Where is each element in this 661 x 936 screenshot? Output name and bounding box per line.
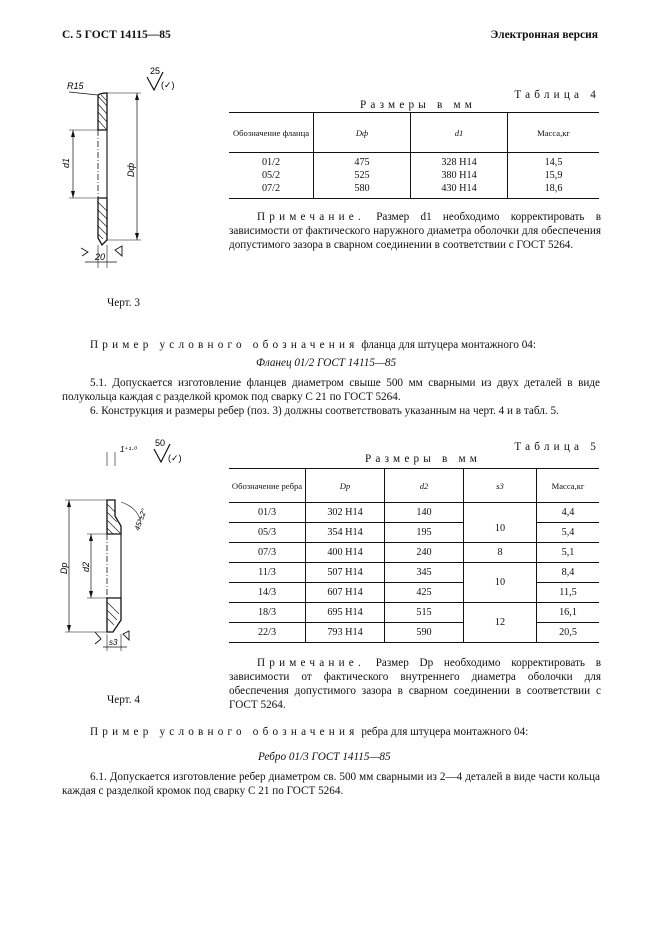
- tolerance-label: 1⁺¹·⁰: [120, 445, 138, 454]
- radius-label: R15: [67, 81, 84, 91]
- flange-section-top: [98, 93, 107, 130]
- table-cell: 4,4: [561, 507, 575, 518]
- table-row: [229, 583, 599, 603]
- table-cell: 15,9: [544, 170, 563, 181]
- example2-text: ребра для штуцера монтажного 04:: [361, 726, 529, 738]
- page-header-left: С. 5 ГОСТ 14115—85: [62, 29, 171, 41]
- table5-header-cell: Dp: [306, 469, 385, 503]
- paragraph-5-1: 5.1. Допускается изготовление фланцев диаметром свыше 500 мм сварными из двух деталей в виде полукольца каждая с разделкой кромок под сварку С 21 по ГОСТ 5264.: [62, 377, 600, 403]
- thickness-label: 20: [95, 252, 106, 262]
- table-cell: 793 H14: [306, 623, 385, 643]
- table-cell: 05/3: [229, 523, 306, 543]
- table-cell: 18,6: [544, 183, 563, 194]
- table-cell: 607 H14: [306, 583, 385, 603]
- table-cell: 18/3: [229, 603, 306, 623]
- table-cell: 5,1: [561, 547, 575, 558]
- table4-header-cell: Масса,кг: [537, 127, 570, 138]
- paragraph-6: 6. Конструкция и размеры ребер (поз. 3) должны соответствовать указанным на черт. 4 и в табл. 5.: [90, 405, 559, 417]
- table-cell: 240: [385, 543, 464, 563]
- radius-leader: [69, 92, 98, 95]
- table-row: [229, 182, 599, 198]
- roughness-value: 50: [155, 438, 166, 448]
- table-row: [229, 603, 599, 623]
- weld-symbol-right: [115, 246, 122, 256]
- table-cell: 302 H14: [306, 503, 385, 523]
- angle-label: 45°±2°: [132, 507, 149, 532]
- table4: [229, 112, 599, 199]
- table-cell: 22/3: [229, 623, 306, 643]
- rib-drawing: [55, 436, 205, 654]
- example2-designation: Ребро 01/3 ГОСТ 14115—85: [258, 751, 391, 763]
- roughness-value: 25: [150, 66, 161, 76]
- table-cell: 380 H14: [411, 169, 508, 182]
- table5-subcaption: Размеры в мм: [365, 453, 482, 465]
- table-cell: 590: [385, 623, 464, 643]
- paragraph-6-1: 6.1. Допускается изготовление ребер диаметром св. 500 мм сварными из 2—4 деталей в виде части кольца каждая с разделкой кромок под сварку С 21 по ГОСТ 5264.: [62, 771, 600, 797]
- table-cell: 328 H14: [411, 153, 508, 170]
- table-cell: 01/2: [229, 153, 314, 170]
- dp-label: Dp: [59, 562, 69, 574]
- example1-text: фланца для штуцера монтажного 04:: [361, 339, 537, 351]
- d1-label: d1: [61, 157, 71, 168]
- table-cell: 11,5: [559, 587, 577, 598]
- table-cell: 16,1: [559, 607, 577, 618]
- table-cell: 695 H14: [306, 603, 385, 623]
- weld-symbol-left: [95, 632, 101, 644]
- table-row: [229, 563, 599, 583]
- fig3-caption: Черт. 3: [107, 297, 140, 309]
- s3-group: 12: [464, 603, 537, 643]
- example2-line: [90, 725, 528, 739]
- table-cell: 475: [314, 153, 411, 170]
- table-cell: 01/3: [229, 503, 306, 523]
- table-row: [229, 169, 599, 182]
- weld-symbol-left: [81, 248, 88, 256]
- table-cell: 195: [385, 523, 464, 543]
- table4-caption: Таблица 4: [514, 89, 600, 101]
- table-row: [229, 503, 599, 523]
- table-cell: 515: [385, 603, 464, 623]
- table-row: [229, 623, 599, 643]
- table-cell: 20,5: [559, 627, 577, 638]
- roughness-symbol: (✓): [161, 80, 175, 90]
- example1-line: [90, 338, 536, 352]
- table4-header-cell: Dф: [314, 113, 411, 153]
- table-row: [229, 153, 599, 170]
- note-text: Размер Dp необходимо корректировать в зависимости от фактического внутреннего диаметра оболочки для обеспечения допустимого зазора в сварном соединении в соответствии с ГОСТ 5264.: [229, 657, 602, 711]
- table-cell: 14/3: [229, 583, 306, 603]
- table5-header-cell: d2: [385, 469, 464, 503]
- table-cell: 140: [385, 503, 464, 523]
- example2-label: Пример условного обозначения: [90, 726, 359, 738]
- page-header-right: Электронная версия: [490, 29, 598, 41]
- example1-label: Пример условного обозначения: [90, 339, 359, 351]
- dph-label: Dф: [126, 162, 136, 177]
- roughness-symbol: (✓): [168, 453, 182, 463]
- table4-header-row: [229, 113, 599, 153]
- table4-subcaption: Размеры в мм: [360, 99, 477, 111]
- flange-drawing: [55, 60, 175, 275]
- table-row: [229, 523, 599, 543]
- example1-designation: Фланец 01/2 ГОСТ 14115—85: [256, 357, 397, 369]
- table-cell: 8,4: [561, 567, 575, 578]
- note-label: Примечание.: [257, 211, 365, 223]
- weld-symbol-right: [123, 631, 129, 640]
- table5-note: [229, 656, 601, 712]
- table-cell: 425: [385, 583, 464, 603]
- fig4-caption: Черт. 4: [107, 694, 140, 706]
- note-label: Примечание.: [257, 657, 365, 669]
- s3-group: 8: [464, 543, 537, 563]
- table-cell: 354 H14: [306, 523, 385, 543]
- rib-section-bottom: [107, 598, 121, 632]
- s3-group: 10: [464, 503, 537, 543]
- table5-header-cell: Масса,кг: [551, 480, 585, 491]
- table-cell: 11/3: [229, 563, 306, 583]
- note-text: Размер d1 необходимо корректировать в зависимости от фактического наружного диаметра оболочки для обеспечения допустимого зазора в сварном соединении в соответствии с ГОСТ 5264.: [229, 211, 601, 251]
- table-cell: 07/3: [229, 543, 306, 563]
- table4-header-cell: Обозначение фланца: [229, 113, 314, 153]
- table-cell: 07/2: [229, 182, 314, 198]
- table4-note: [229, 210, 601, 252]
- table-cell: 507 H14: [306, 563, 385, 583]
- d2-label: d2: [81, 561, 91, 572]
- table-cell: 525: [314, 169, 411, 182]
- table5-header-cell: Обозначение ребра: [229, 469, 306, 503]
- s3-label: s3: [109, 638, 118, 647]
- rib-section-top: [107, 500, 121, 534]
- s3-group: 10: [464, 563, 537, 603]
- table5-header-cell: s3: [464, 469, 537, 503]
- table-cell: 580: [314, 182, 411, 198]
- table5-header-row: [229, 469, 599, 503]
- flange-section-bottom: [98, 198, 107, 245]
- table-cell: 430 H14: [411, 182, 508, 198]
- table-cell: 05/2: [229, 169, 314, 182]
- table-cell: 345: [385, 563, 464, 583]
- table5-caption: Таблица 5: [514, 441, 600, 453]
- table-row: [229, 543, 599, 563]
- table4-header-cell: d1: [411, 113, 508, 153]
- table-cell: 400 H14: [306, 543, 385, 563]
- table5: [229, 468, 599, 643]
- table-cell: 14,5: [544, 157, 563, 168]
- table-cell: 5,4: [561, 527, 575, 538]
